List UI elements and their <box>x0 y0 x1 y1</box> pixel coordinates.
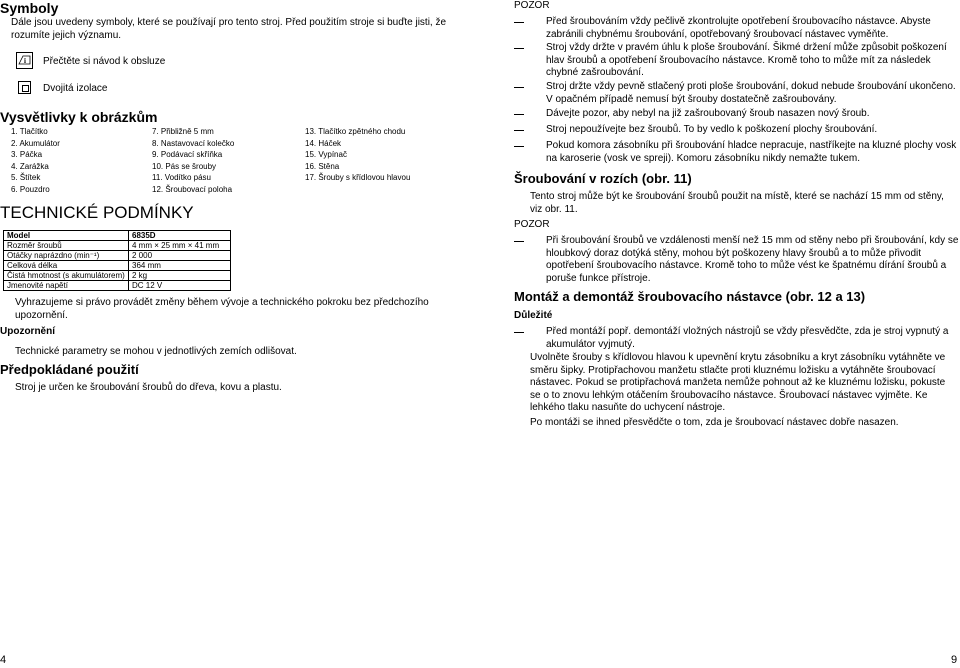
legend-col-2 <box>152 126 234 195</box>
symbol-double-insulation-label: Dvojitá izolace <box>43 83 108 94</box>
list-item-text: Před montáží popř. demontáží vložných nástrojů se vždy přesvědčte, zda je stroj vypnutý a akumulátor vyjmutý. <box>546 326 949 350</box>
read-manual-icon <box>16 52 33 69</box>
legend-item: 5. Štítek <box>11 173 41 182</box>
legend-item: 1. Tlačítko <box>11 127 48 136</box>
list-item-text: Stroj nepoužívejte bez šroubů. To by vedlo k poškození plochy šroubování. <box>546 124 878 135</box>
spec-value: 6835D <box>129 231 231 241</box>
legend-item: 10. Pás se šrouby <box>152 161 217 171</box>
spec-key: Model <box>4 231 129 241</box>
list-item <box>514 16 960 41</box>
list-item-text: Dávejte pozor, aby nebyl na již zašroubovaný šroub nasazen nový šroub. <box>546 108 870 119</box>
pozor-label-1: POZOR <box>514 0 550 11</box>
spec-key: Jmenovité napětí <box>4 281 129 291</box>
legend-item: 15. Vypínač <box>305 150 347 159</box>
svg-text:i: i <box>24 57 26 65</box>
spec-key: Rozměr šroubů <box>4 241 129 251</box>
final-paragraph: Po montáži se ihned přesvědčte o tom, zda je šroubovací nástavec dobře nasazen. <box>530 417 899 428</box>
legend-item: 12. Šroubovací poloha <box>152 184 233 194</box>
legend-item: 17. Šrouby s křídlovou hlavou <box>305 173 411 182</box>
list-item-text: Stroj vždy držte v pravém úhlu k ploše šroubování. Šikmé držení může způsobit poškození hlav šroubů a opotřebení šroubovacího nástavce. Kromě toho to může mít za následek chybné zašroubování. <box>546 42 947 78</box>
list-item <box>514 108 960 121</box>
table-row <box>4 241 231 251</box>
table-row <box>4 281 231 291</box>
table-row <box>4 251 231 261</box>
legend-col-1 <box>11 126 60 195</box>
list-item <box>514 140 960 165</box>
list-item-text: Stroj držte vždy pevně stlačený proti ploše šroubování, dokud nebude šroubování ukončeno. V opačném případě nemusí být šrouby dostatečně zašroubovány. <box>546 81 956 105</box>
spec-value: 2 kg <box>129 271 231 281</box>
corner-text: Tento stroj může být ke šroubování šroubů použit na místě, které se nachází 15 mm od stěny, viz obr. 11. <box>530 191 944 215</box>
double-insulation-icon <box>18 81 31 94</box>
legend-item: 2. Akumulátor <box>11 138 60 148</box>
legend-item: 6. Pouzdro <box>11 184 50 194</box>
spec-value: 2 000 <box>129 251 231 261</box>
spec-key: Otáčky naprázdno (min⁻¹) <box>4 251 129 261</box>
table-row <box>4 261 231 271</box>
spec-value: 4 mm × 25 mm × 41 mm <box>129 241 231 251</box>
legend-item: 9. Podávací skříňka <box>152 150 223 159</box>
spec-key: Čistá hmotnost (s akumulátorem) <box>4 271 129 281</box>
page-number-left: 4 <box>0 654 7 666</box>
legend-item: 3. Páčka <box>11 150 43 159</box>
list-item <box>514 326 960 351</box>
list-item <box>514 42 960 80</box>
page-number-right: 9 <box>951 654 958 666</box>
list-item <box>514 235 960 285</box>
spec-table <box>3 230 231 291</box>
legend-item: 13. Tlačítko zpětného chodu <box>305 127 406 136</box>
warning-title: Upozornění <box>0 326 55 337</box>
legend-item: 4. Zarážka <box>11 161 49 171</box>
symbols-title: Symboly <box>0 0 59 16</box>
mount-title: Montáž a demontáž šroubovacího nástavce (obr. 12 a 13) <box>514 289 866 304</box>
spec-value: DC 12 V <box>129 281 231 291</box>
legend-item: 7. Přibližně 5 mm <box>152 127 214 136</box>
list-item <box>514 124 960 137</box>
symbols-intro: Dále jsou uvedeny symboly, které se používají pro tento stroj. Před použitím stroje si buďte jisti, že rozumíte jejich významu. <box>11 17 447 41</box>
intended-text: Stroj je určen ke šroubování šroubů do dřeva, kovu a plastu. <box>15 382 282 393</box>
list-item <box>514 81 960 106</box>
list-item-text: Před šroubováním vždy pečlivě zkontrolujte opotřebení šroubovacího nástavce. Abyste zabránili chybnému šroubování, opotřebovaný šroubovací nástavec vyměňte. <box>546 16 931 40</box>
pozor-label-2: POZOR <box>514 219 550 230</box>
tech-title: TECHNICKÉ PODMÍNKY <box>0 203 194 222</box>
list-item-text: Při šroubování šroubů ve vzdálenosti menší než 15 mm od stěny nebo při šroubování, kdy se hloubkový doraz dotýká stěny, mohou být poškozeny hlavy šroubů a to může přivodit opotřebení šroubovacího nástavce. Kromě toho to může vést ke špatnému dírání šroubů a poruše funkce přístroje. <box>546 235 959 284</box>
intended-title: Předpokládané použití <box>0 362 139 377</box>
list-item-text: Pokud komora zásobníku při šroubování hladce nepracuje, nastříkejte na kluzné plochy vosk na karoserie (vosk ve spreji). Komoru zásobníku nikdy nemažte tukem. <box>546 140 957 164</box>
warning-text: Technické parametry se mohou v jednotlivých zemích odlišovat. <box>15 346 297 357</box>
spec-note: Vyhrazujeme si právo provádět změny během vývoje a technického pokroku bez předchozího upozornění. <box>15 297 429 321</box>
symbol-read-manual-label: Přečtěte si návod k obsluze <box>43 56 166 67</box>
legend-title: Vysvětlivky k obrázkům <box>0 109 158 125</box>
mount-paragraph: Uvolněte šrouby s křídlovou hlavou k upevnění krytu zásobníku a kryt zásobníku vytáhněte ve směru šipky. Protipřachovou manžetu stlačte proti kluznému ložisku a vytáhněte šroubovací nástavec. Pokud se protipřachová manžeta nemůže pohnout až ke kluznému ložisku, pokuste se o to znovu lehkým otáčením šroubovacího nástavce. Šroubovací nástavec vyjměte. Ke lehkého tlaku nasuňte do uchycení nástroje. <box>530 352 946 414</box>
legend-item: 16. Stěna <box>305 161 340 171</box>
legend-col-3 <box>305 126 410 184</box>
table-row <box>4 271 231 281</box>
legend-item: 11. Vodítko pásu <box>152 173 212 182</box>
legend-item: 14. Háček <box>305 138 342 148</box>
important-label: Důležité <box>514 310 553 321</box>
spec-key: Celková délka <box>4 261 129 271</box>
legend-item: 8. Nastavovací kolečko <box>152 138 235 148</box>
corner-title: Šroubování v rozích (obr. 11) <box>514 171 692 186</box>
table-row <box>4 231 231 241</box>
spec-value: 364 mm <box>129 261 231 271</box>
